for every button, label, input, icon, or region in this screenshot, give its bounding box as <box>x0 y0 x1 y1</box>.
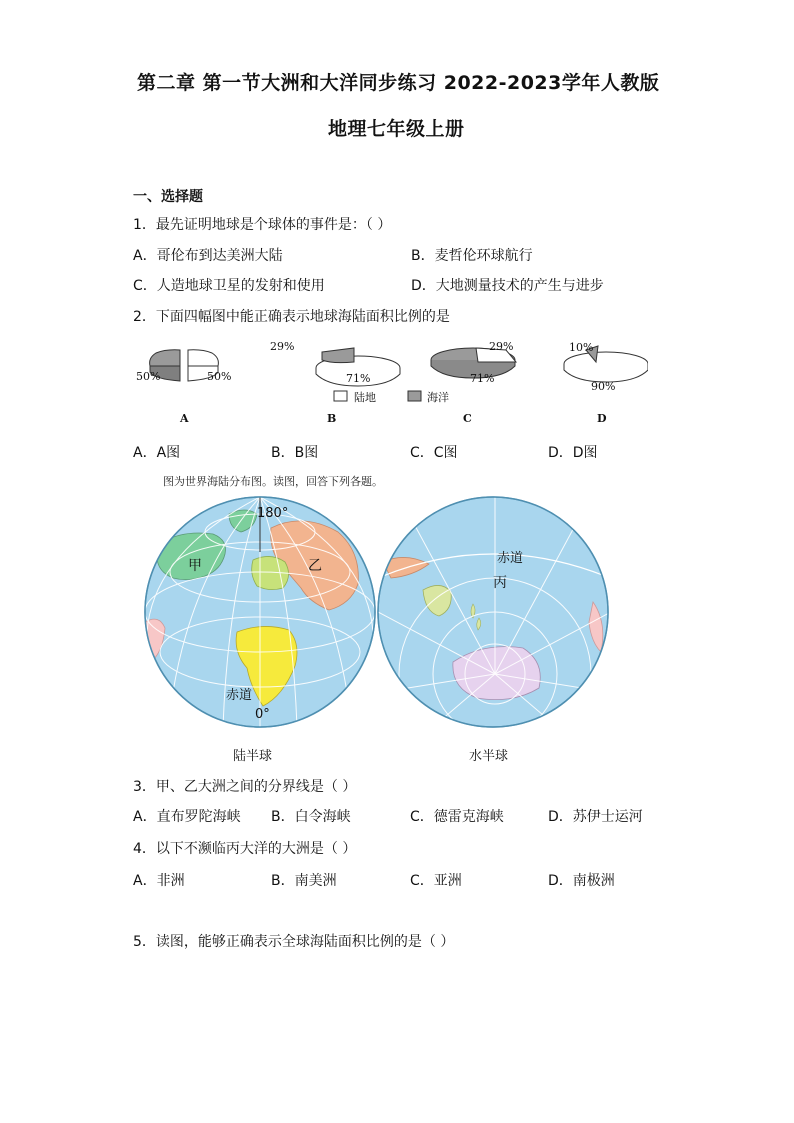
pie-c-letter: C <box>463 412 472 425</box>
pie-c-top-label: 29% <box>489 340 514 353</box>
question-1-option-d: D．大地测量技术的产生与进步 <box>411 278 604 294</box>
pie-d-top-label: 10% <box>569 341 594 354</box>
question-4-stem: 4．以下不濒临丙大洋的大洲是（ ） <box>133 841 357 857</box>
water-hemisphere-globe <box>378 497 611 742</box>
question-4-option-b: B．南美洲 <box>271 873 337 889</box>
question-1-option-c: C．人造地球卫星的发射和使用 <box>133 278 325 294</box>
question-1-option-b: B．麦哲伦环球航行 <box>411 248 533 264</box>
label-bing: 丙 <box>493 575 507 591</box>
land-hemisphere-caption: 陆半球 <box>233 749 273 764</box>
question-3-stem: 3．甲、乙大洲之间的分界线是（ ） <box>133 779 357 795</box>
question-3-option-d: D．苏伊士运河 <box>548 809 643 825</box>
question-2-option-a: A．A图 <box>133 445 181 461</box>
hemispheres-figure <box>133 492 613 742</box>
question-2-option-b: B．B图 <box>271 445 319 461</box>
pie-b-top-label: 29% <box>270 340 295 353</box>
label-180-degrees: 180° <box>257 506 289 521</box>
pie-c-bottom-label: 71% <box>470 372 495 385</box>
label-equator-right: 赤道 <box>497 551 524 566</box>
page-title-line1: 第二章 第一节大洲和大洋同步练习 2022-2023学年人教版 <box>137 72 660 94</box>
question-4-option-d: D．南极洲 <box>548 873 615 889</box>
pie-d-bottom-label: 90% <box>591 380 616 393</box>
label-equator-left: 赤道 <box>226 688 253 703</box>
pie-a-right-label: 50% <box>207 370 232 383</box>
water-hemisphere-caption: 水半球 <box>469 749 509 764</box>
question-4-option-c: C．亚洲 <box>410 873 462 889</box>
land-hemisphere-globe <box>145 497 375 727</box>
pie-b-bottom-label: 71% <box>346 372 371 385</box>
label-0-degrees: 0° <box>255 707 270 722</box>
question-3-option-c: C．德雷克海峡 <box>410 809 504 825</box>
legend-land-label: 陆地 <box>354 391 376 404</box>
legend-land-swatch <box>334 391 347 401</box>
question-2-option-c: C．C图 <box>410 445 458 461</box>
question-4-option-a: A．非洲 <box>133 873 185 889</box>
question-2-option-d: D．D图 <box>548 445 598 461</box>
pie-d-letter: D <box>597 412 607 425</box>
question-1-stem: 1．最先证明地球是个球体的事件是：（ ） <box>133 217 392 233</box>
pie-b-letter: B <box>327 412 337 425</box>
legend-ocean-label: 海洋 <box>427 391 449 404</box>
pie-a-letter: A <box>180 412 189 425</box>
question-3-option-a: A．直布罗陀海峡 <box>133 809 241 825</box>
page-title-line2: 地理七年级上册 <box>328 118 465 140</box>
question-3-option-b: B．白令海峡 <box>271 809 351 825</box>
legend-ocean-swatch <box>408 391 421 401</box>
label-jia: 甲 <box>188 558 202 574</box>
figure-caption: 图为世界海陆分布图。读图，回答下列各题。 <box>163 475 383 488</box>
label-yi: 乙 <box>308 558 322 574</box>
question-5-stem: 5．读图，能够正确表示全球海陆面积比例的是（ ） <box>133 934 455 950</box>
question-1-option-a: A．哥伦布到达美洲大陆 <box>133 248 283 264</box>
section-heading: 一、选择题 <box>133 189 203 205</box>
pie-a-left-label: 50% <box>136 370 161 383</box>
question-2-stem: 2．下面四幅图中能正确表示地球海陆面积比例的是 <box>133 309 450 325</box>
